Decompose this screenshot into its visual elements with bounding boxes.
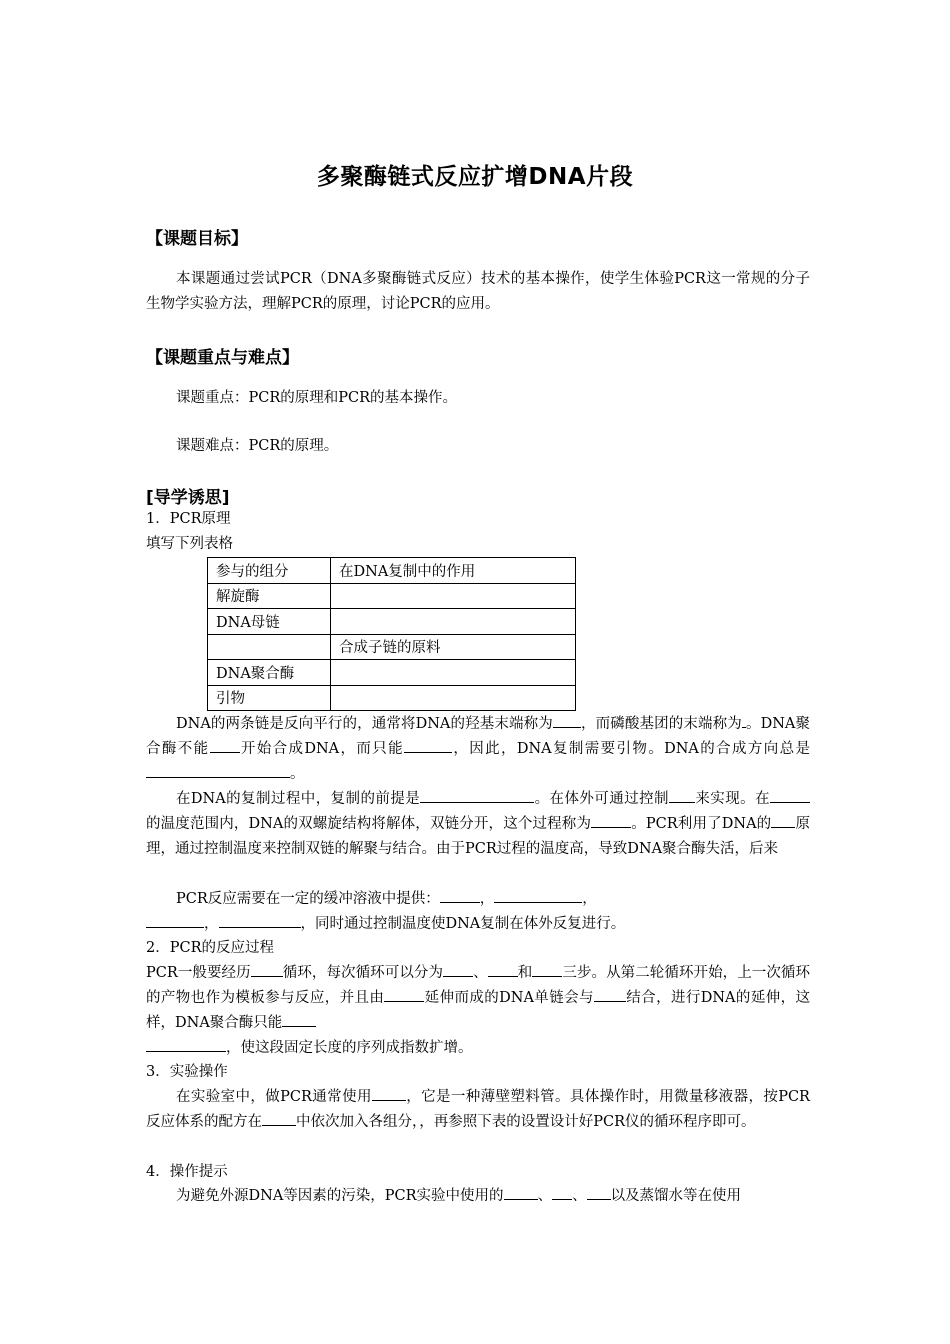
- table-cell: DNA母链: [208, 609, 331, 635]
- text-segment: ，: [582, 891, 597, 907]
- section-heading-guide: [导学诱思]: [146, 488, 230, 508]
- table-header-row: [208, 558, 576, 584]
- fill-blank[interactable]: [372, 1085, 406, 1101]
- fill-blank[interactable]: [443, 961, 473, 977]
- fill-blank[interactable]: [771, 812, 795, 828]
- text-segment: 中依次加入各组分，，再参照下表的设置设计好PCR仪的循环程序即可。: [296, 1114, 756, 1130]
- table-cell[interactable]: [331, 609, 576, 635]
- subsection-title-1: 1．PCR原理: [146, 511, 231, 527]
- table-header-cell: 在DNA复制中的作用: [331, 558, 576, 584]
- fill-blank[interactable]: [669, 787, 695, 803]
- paragraph-cycle: [146, 961, 810, 1036]
- table-row: [208, 609, 576, 635]
- paragraph-replication: [146, 787, 810, 862]
- fill-blank[interactable]: [219, 912, 301, 928]
- fill-blank[interactable]: [494, 887, 582, 903]
- table-cell: DNA聚合酶: [208, 660, 331, 686]
- text-segment: 在实验室中，做PCR通常使用: [176, 1089, 372, 1105]
- table-row: [208, 583, 576, 609]
- fill-blank[interactable]: [594, 986, 626, 1002]
- text-segment: ，: [204, 916, 219, 932]
- focus-difficulty: 课题难点：PCR的原理。: [176, 438, 339, 454]
- fill-blank[interactable]: [420, 787, 534, 803]
- subsection-title-3: 3．实验操作: [146, 1064, 228, 1080]
- fill-blank[interactable]: [251, 961, 283, 977]
- text-segment: ，它是一种薄壁塑料管。具体操作时，用微量移液器，按PCR反应体系的配方在: [146, 1089, 810, 1130]
- table-cell: 引物: [208, 685, 331, 711]
- paragraph-cycle-end: [146, 1036, 473, 1061]
- text-segment: 、: [537, 1188, 553, 1204]
- text-segment: ，同时通过控制温度使DNA复制在体外反复进行。: [300, 916, 626, 932]
- table-cell[interactable]: [331, 660, 576, 686]
- text-segment: 循环，每次循环可以分为: [282, 965, 444, 981]
- page-title: 多聚酶链式反应扩增DNA片段: [316, 164, 634, 190]
- table-intro: 填写下列表格: [146, 536, 233, 552]
- text-segment: 的温度范围内，DNA的双螺旋结构将解体，双链分开，这个过程称为: [146, 816, 592, 832]
- fill-blank[interactable]: [591, 812, 631, 828]
- text-segment: 和: [517, 965, 533, 981]
- fill-blank[interactable]: [440, 887, 480, 903]
- text-segment: 以及蒸馏水等在使用: [610, 1188, 742, 1204]
- paragraph-dna-direction: [146, 712, 810, 787]
- text-segment: 。: [290, 766, 305, 782]
- subsection-title-2: 2．PCR的反应过程: [146, 940, 274, 956]
- table-cell[interactable]: [208, 634, 331, 660]
- focus-key: 课题重点：PCR的原理和PCR的基本操作。: [176, 390, 458, 406]
- table-row: [208, 660, 576, 686]
- text-segment: 延伸而成的DNA单链会与: [424, 990, 594, 1006]
- text-segment: ，而磷酸基团的末端称为: [580, 716, 742, 732]
- text-segment: 、: [572, 1188, 587, 1204]
- paragraph-buffer-line2: [146, 912, 625, 937]
- text-segment: 。PCR利用了DNA的: [631, 816, 772, 832]
- fill-blank[interactable]: [504, 1184, 538, 1200]
- subsection-title-4: 4．操作提示: [146, 1164, 228, 1180]
- fill-blank[interactable]: [553, 712, 581, 728]
- text-segment: 结合，进行DNA的延伸，这样，DNA聚合酶只能: [146, 990, 810, 1031]
- text-segment: 来实现。在: [694, 791, 770, 807]
- text-segment: PCR一般要经历: [146, 965, 251, 981]
- text-segment: 为避免外源DNA等因素的污染，PCR实验中使用的: [176, 1188, 504, 1204]
- table-row: [208, 685, 576, 711]
- paragraph-hints: [176, 1184, 741, 1209]
- fill-blank[interactable]: [552, 1184, 572, 1200]
- fill-blank[interactable]: [532, 961, 562, 977]
- fill-blank[interactable]: [210, 737, 240, 753]
- text-segment: ，因此，DNA复制需要引物。DNA的合成方向总是: [452, 741, 810, 757]
- table-row: [208, 634, 576, 660]
- paragraph-operation: [146, 1085, 810, 1135]
- text-segment: ，使这段固定长度的序列成指数扩增。: [226, 1040, 473, 1056]
- fill-blank[interactable]: [587, 1184, 611, 1200]
- text-segment: 在DNA的复制过程中，复制的前提是: [176, 791, 421, 807]
- goal-paragraph: 本课题通过尝试PCR（DNA多聚酶链式反应）技术的基本操作，使学生体验PCR这一常规的分子生物学实验方法，理解PCR的原理，讨论PCR的应用。: [146, 271, 810, 312]
- table-cell: 解旋酶: [208, 583, 331, 609]
- text-segment: DNA的两条链是反向平行的，通常将DNA的羟基末端称为: [176, 716, 553, 732]
- text-segment: 开始合成DNA，而只能: [239, 741, 404, 757]
- text-segment: PCR反应需要在一定的缓冲溶液中提供：: [176, 891, 440, 907]
- fill-blank[interactable]: [262, 1110, 296, 1126]
- text-segment: ，: [479, 891, 495, 907]
- table-cell: 合成子链的原料: [331, 634, 576, 660]
- fill-blank[interactable]: [404, 737, 452, 753]
- text-segment: 三步。从第二轮循环开始，上一次循环的产物也作为模板参与反应，并且由: [146, 965, 810, 1006]
- fill-blank[interactable]: [146, 912, 204, 928]
- fill-blank[interactable]: [384, 986, 424, 1002]
- fill-blank[interactable]: [488, 961, 518, 977]
- fill-blank[interactable]: [282, 1011, 316, 1027]
- section-heading-goal: 【课题目标】: [146, 229, 248, 249]
- table-header-cell: 参与的组分: [208, 558, 331, 584]
- text-segment: 原理，通过控制温度来控制双链的解聚与结合。由于PCR过程的温度高，导致DNA聚合酶失活，后来: [146, 816, 810, 857]
- table-cell[interactable]: [331, 583, 576, 609]
- section-heading-focus: 【课题重点与难点】: [146, 348, 299, 368]
- text-segment: 。DNA聚合酶不能: [146, 716, 810, 757]
- text-segment: 。在体外可通过控制: [534, 791, 669, 807]
- paragraph-buffer-line1: [176, 887, 597, 912]
- text-segment: 、: [473, 965, 488, 981]
- fill-blank[interactable]: [770, 787, 810, 803]
- fill-blank[interactable]: [146, 1036, 226, 1052]
- fill-blank[interactable]: [146, 762, 290, 778]
- components-table: [207, 557, 576, 711]
- table-cell[interactable]: [331, 685, 576, 711]
